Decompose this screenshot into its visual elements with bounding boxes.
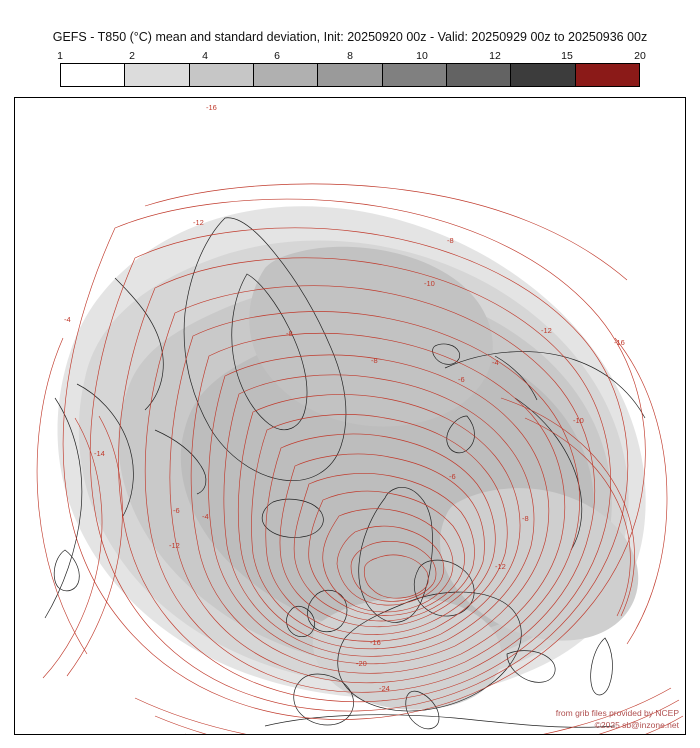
colorbar-swatch-0 xyxy=(61,64,125,86)
contour-label-21: -10 xyxy=(573,416,584,425)
contour-label-18: -16 xyxy=(370,638,381,647)
colorbar-tick-2: 2 xyxy=(129,50,135,62)
chart-title: GEFS - T850 (°C) mean and standard deviation, Init: 20250920 00z - Valid: 20250929 00z to 20250936 00z xyxy=(52,30,648,44)
contour-label-16: -12 xyxy=(169,541,180,550)
colorbar-tick-6: 6 xyxy=(274,50,280,62)
colorbar xyxy=(60,63,640,87)
coast-caspian xyxy=(591,638,613,695)
colorbar-swatch-8 xyxy=(576,64,639,86)
colorbar-swatch-2 xyxy=(190,64,254,86)
colorbar-tick-20: 20 xyxy=(634,50,646,62)
contour-label-3: -10 xyxy=(424,279,435,288)
contour-label-4: -4 xyxy=(64,315,71,324)
copyright-credit: ©2025 sb@inzone.net xyxy=(594,720,679,730)
map-svg xyxy=(15,98,685,734)
colorbar-swatch-1 xyxy=(125,64,189,86)
colorbar-swatch-3 xyxy=(254,64,318,86)
colorbar-swatch-4 xyxy=(318,64,382,86)
contour-label-10: -6 xyxy=(458,375,465,384)
contour-label-8: -8 xyxy=(371,356,378,365)
data-source-credit: from grib files provided by NCEP xyxy=(555,708,679,718)
contour-label-12: -6 xyxy=(449,472,456,481)
colorbar-tick-15: 15 xyxy=(561,50,573,62)
contour-label-9: -4 xyxy=(492,358,499,367)
coast-newfoundland xyxy=(54,550,79,591)
contour-label-14: -4 xyxy=(202,512,209,521)
colorbar-swatch-5 xyxy=(383,64,447,86)
contour-label-7: -16 xyxy=(614,338,625,347)
contour-label-2: -8 xyxy=(447,236,454,245)
contour-label-1: -12 xyxy=(193,218,204,227)
colorbar-tick-8: 8 xyxy=(347,50,353,62)
colorbar-tick-10: 10 xyxy=(416,50,428,62)
colorbar-tick-1: 1 xyxy=(57,50,63,62)
contour-label-6: -8 xyxy=(286,329,293,338)
contour-label-0: -16 xyxy=(206,103,217,112)
contour-label-17: -12 xyxy=(495,562,506,571)
map-panel xyxy=(14,97,686,735)
colorbar-tick-12: 12 xyxy=(489,50,501,62)
colorbar-swatch-7 xyxy=(511,64,575,86)
contour-label-13: -6 xyxy=(173,506,180,515)
colorbar-tick-labels xyxy=(0,50,700,64)
contour-label-20: -24 xyxy=(379,684,390,693)
colorbar-swatch-6 xyxy=(447,64,511,86)
contour-label-11: -14 xyxy=(94,449,105,458)
colorbar-tick-4: 4 xyxy=(202,50,208,62)
contour-label-15: -8 xyxy=(522,514,529,523)
contour-label-5: -12 xyxy=(541,326,552,335)
contour-label-19: -20 xyxy=(356,659,367,668)
